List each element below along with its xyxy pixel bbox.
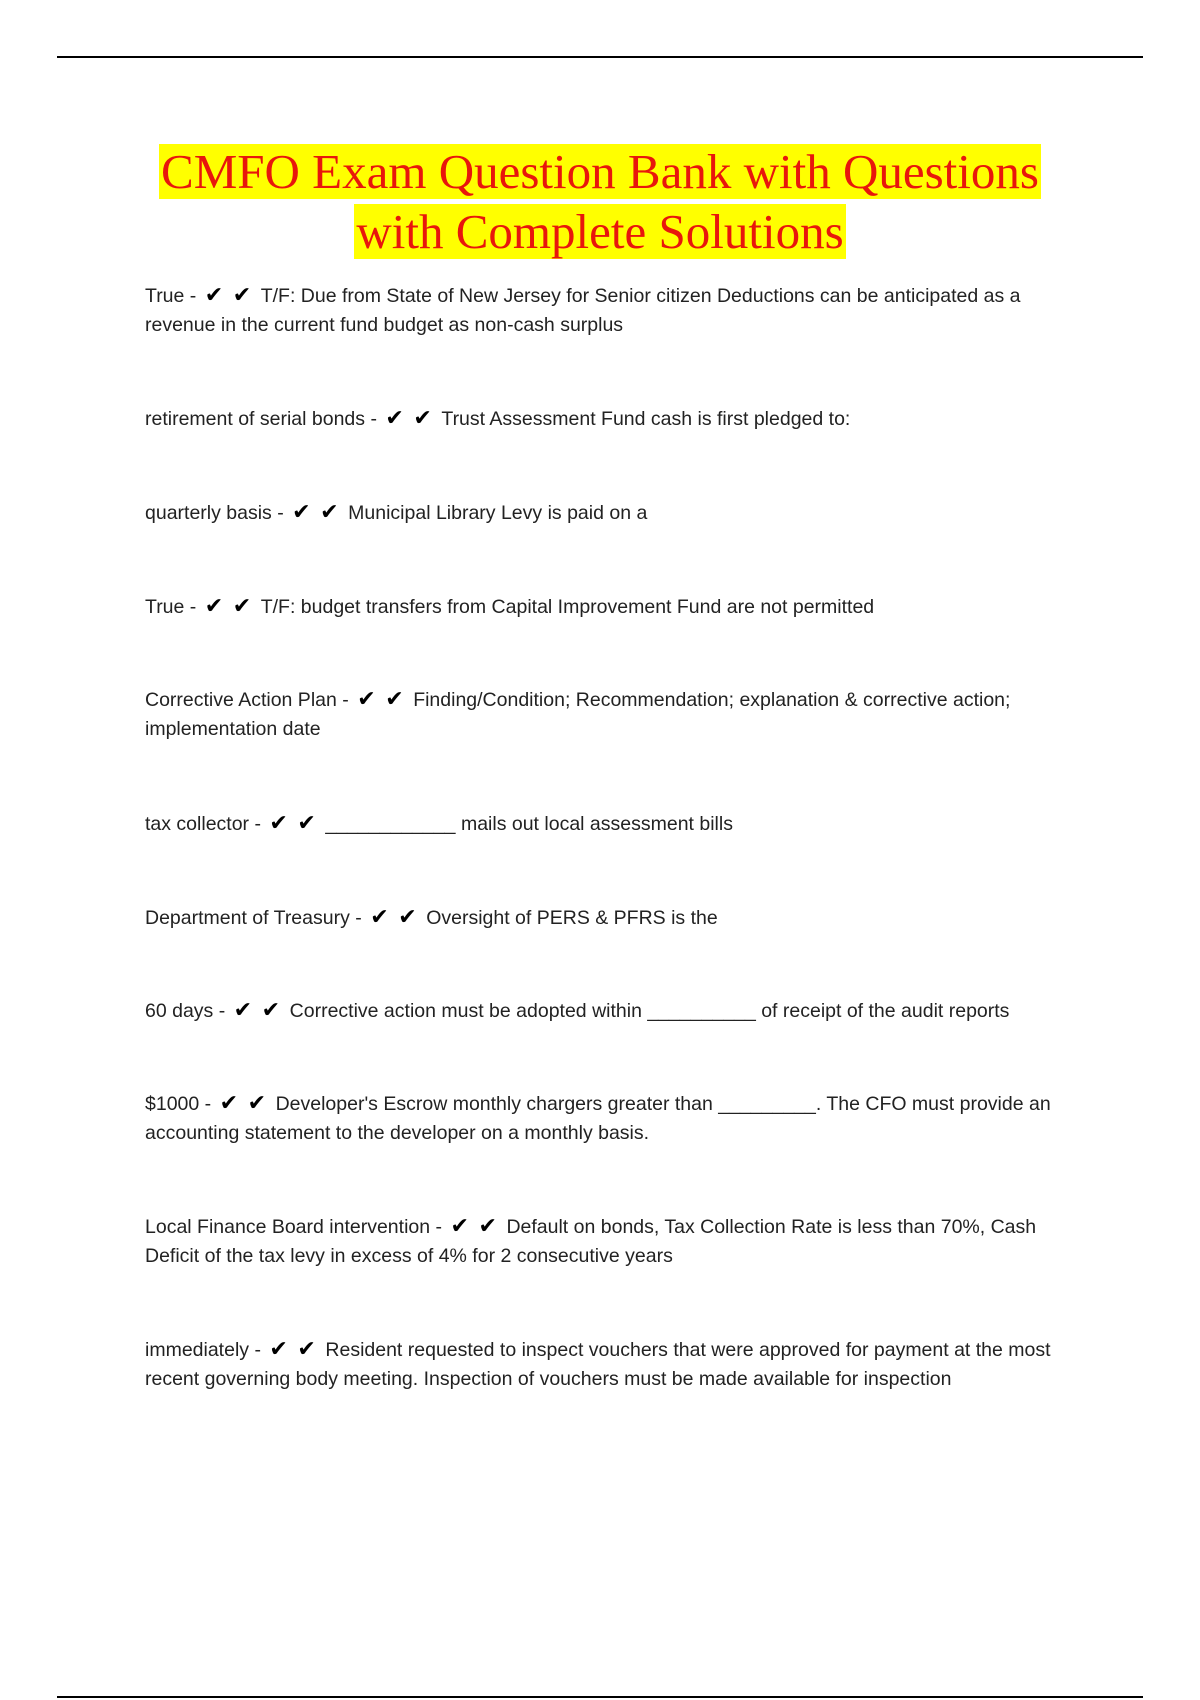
separator: - (430, 1216, 448, 1238)
checkmark-icon: ✔ (398, 905, 417, 930)
separator: - (271, 502, 290, 524)
separator: - (213, 1000, 231, 1022)
separator: - (184, 285, 202, 307)
question-text: Oversight of PERS & PFRS is the (426, 907, 718, 929)
qa-item (145, 997, 1075, 1026)
title-line-2: with Complete Solutions (356, 204, 844, 259)
checkmark-icon: ✔ (292, 500, 311, 525)
qa-item (145, 282, 1075, 340)
qa-item (145, 904, 1075, 933)
checkmark-icon: ✔ (297, 1337, 316, 1362)
checkmark-icon: ✔ (204, 594, 224, 619)
separator: - (249, 813, 267, 835)
separator: - (365, 408, 383, 430)
bottom-rule (57, 1696, 1143, 1698)
answer-text: Department of Treasury (145, 907, 350, 929)
checkmark-icon: ✔ (233, 998, 253, 1023)
checkmark-icon: ✔ (370, 905, 389, 930)
checkmark-icon: ✔ (219, 1091, 239, 1116)
answer-text: tax collector (145, 813, 250, 835)
question-text: Municipal Library Levy is paid on a (348, 502, 648, 524)
answer-text: Corrective Action Plan (145, 689, 337, 711)
checkmark-icon: ✔ (357, 687, 376, 712)
qa-item (145, 405, 1075, 434)
checkmark-icon: ✔ (413, 406, 432, 431)
question-text: Trust Assessment Fund cash is first pledged to: (441, 408, 851, 430)
checkmark-icon: ✔ (320, 500, 339, 525)
answer-text: immediately (145, 1339, 250, 1361)
checkmark-icon: ✔ (261, 998, 281, 1023)
checkmark-icon: ✔ (247, 1091, 267, 1116)
checkmark-icon: ✔ (232, 594, 252, 619)
qa-item (145, 1090, 1075, 1148)
separator: - (349, 907, 368, 929)
separator: - (336, 689, 355, 711)
top-rule (57, 56, 1143, 58)
question-text: ____________ mails out local assessment bills (325, 813, 733, 835)
answer-text: retirement of serial bonds (145, 408, 366, 430)
qa-item (145, 686, 1075, 744)
answer-text: quarterly basis (145, 502, 272, 524)
separator: - (184, 596, 202, 618)
answer-text: $1000 (145, 1093, 200, 1115)
question-text: Resident requested to inspect vouchers that were approved for payment at the most recent governing body meeting. Inspection of vouchers must be made available for inspection (145, 1339, 1051, 1390)
checkmark-icon: ✔ (385, 406, 404, 431)
document-title (0, 142, 1200, 262)
checkmark-icon: ✔ (204, 283, 224, 308)
checkmark-icon: ✔ (269, 1337, 288, 1362)
separator: - (249, 1339, 267, 1361)
title-line-1: CMFO Exam Question Bank with Questions (161, 144, 1039, 199)
checkmark-icon: ✔ (269, 811, 288, 836)
checkmark-icon: ✔ (385, 687, 404, 712)
question-text: Developer's Escrow monthly chargers greater than _________. The CFO must provide an accounting statement to the developer on a monthly basis. (145, 1093, 1051, 1144)
separator: - (199, 1093, 217, 1115)
qa-item (145, 1336, 1075, 1394)
qa-item (145, 499, 1075, 528)
qa-item (145, 810, 1075, 839)
answer-text: True (145, 596, 185, 618)
checkmark-icon: ✔ (232, 283, 252, 308)
checkmark-icon: ✔ (297, 811, 316, 836)
checkmark-icon: ✔ (450, 1214, 469, 1239)
answer-text: 60 days (145, 1000, 214, 1022)
qa-item (145, 593, 1075, 622)
question-text: Corrective action must be adopted within __________ of receipt of the audit reports (289, 1000, 1010, 1022)
answer-text: Local Finance Board intervention (145, 1216, 431, 1238)
question-text: Finding/Condition; Recommendation; explanation & corrective action; implementation date (145, 689, 1011, 740)
question-text: T/F: budget transfers from Capital Improvement Fund are not permitted (260, 596, 875, 618)
answer-text: True (145, 285, 185, 307)
question-text: Default on bonds, Tax Collection Rate is less than 70%, Cash Deficit of the tax levy in excess of 4% for 2 consecutive years (145, 1216, 1037, 1267)
question-text: T/F: Due from State of New Jersey for Senior citizen Deductions can be anticipated as a revenue in the current fund budget as non-cash surplus (145, 285, 1021, 336)
qa-item (145, 1213, 1075, 1271)
checkmark-icon: ✔ (478, 1214, 497, 1239)
